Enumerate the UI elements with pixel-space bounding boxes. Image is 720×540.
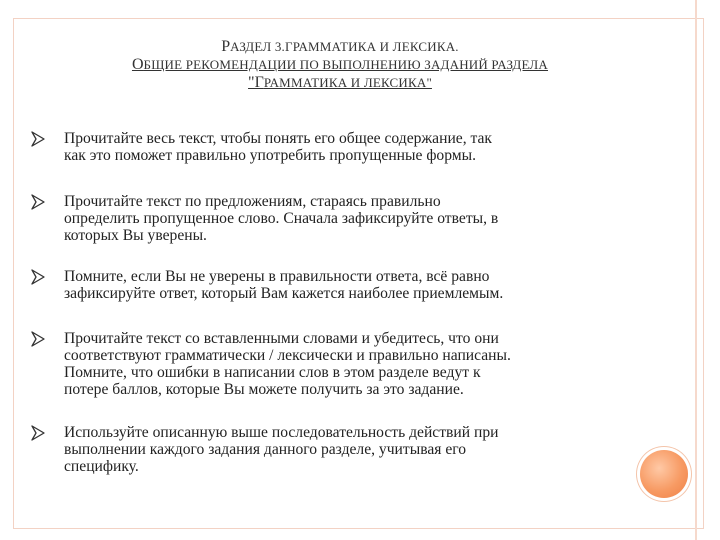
title-line-2: ОБЩИЕ РЕКОМЕНДАЦИИ ПО ВЫПОЛНЕНИЮ ЗАДАНИЙ РАЗДЕЛА [131,56,549,73]
arrowhead-bullet-icon [30,194,46,210]
arrowhead-bullet-icon [30,425,46,441]
bullet-text: Прочитайте текст со вставленными словами и убедитесь, что они соответствуют грамматически / лексически и правильно написаны. Помните, что ошибки в написании слов в этом разделе ведут к потере баллов, которые Вы можете получить за это задание. [64,330,511,398]
bullet-text: Помните, если Вы не уверены в правильности ответа, всё равно зафиксируйте ответ, который Вам кажется наиболее приемлемым. [64,268,504,302]
bullet-text: Прочитайте текст по предложениям, стараясь правильно определить пропущенное слово. Сначала зафиксируйте ответы, в которых Вы уверены. [64,193,499,244]
orange-circle-decoration [640,450,688,498]
arrowhead-bullet-icon [30,331,46,347]
title-line-1: РАЗДЕЛ 3.ГРАММАТИКА И ЛЕКСИКА. [221,38,459,55]
arrowhead-bullet-icon [30,269,46,285]
bullet-text: Прочитайте весь текст, чтобы понять его общее содержание, так как это поможет правильно употребить пропущенные формы. [64,130,493,164]
title-line-3: "ГРАММАТИКА И ЛЕКСИКА" [248,74,432,91]
arrowhead-bullet-icon [30,131,46,147]
bullet-text: Используйте описанную выше последовательность действий при выполнении каждого задания данного разделе, учитывая его специфику. [64,424,499,475]
slide-title [40,38,640,92]
right-edge-strip [695,0,697,540]
